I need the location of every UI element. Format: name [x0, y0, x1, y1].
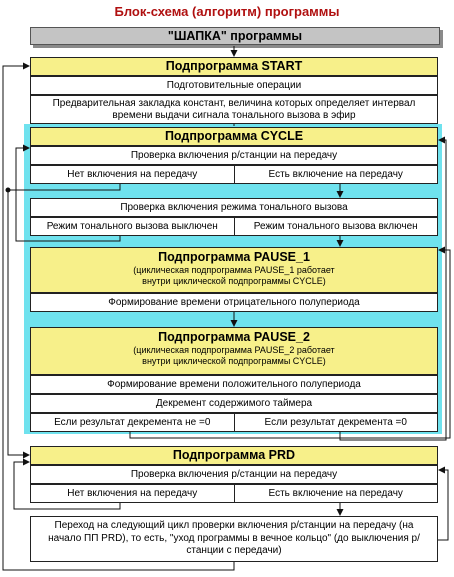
prd-yes-tx: Есть включение на передачу — [268, 488, 403, 499]
line-prd-no-loop — [14, 462, 120, 509]
cycle-yes-tx: Есть включение на передачу — [268, 169, 403, 180]
tone-mode-off: Режим тонального вызова выключен — [31, 218, 235, 235]
line-no-tx-loop — [8, 184, 120, 190]
line-decrement-zero-loop — [340, 140, 446, 440]
final-loop-block: Переход на следующий цикл проверки включения р/станции на передачу (на начало ПП PRD), то есть, "уход программы в вечное кольцо" (до выключения р/станции с передачи) — [30, 516, 438, 562]
start-constants: Предварительная закладка констант, величина которых определяет интервал времени выдачи сигнала тонального вызова в эфир — [30, 95, 438, 124]
start-block-title: Подпрограмма START — [30, 57, 438, 76]
program-header-block: "ШАПКА" программы — [30, 27, 440, 45]
decrement-zero: Если результат декремента =0 — [264, 417, 407, 428]
pause2-subtitle: (циклическая подпрограмма PAUSE_2 работает внутри циклической подпрограммы CYCLE) — [133, 345, 335, 366]
pause2-positive-halfperiod: Формирование времени положительного полупериода — [30, 375, 438, 394]
prd-tx-check: Проверка включения р/станции на передачу — [30, 465, 438, 484]
cycle-no-tx: Нет включения на передачу — [31, 166, 235, 183]
line-decrement-loop — [130, 250, 450, 438]
diagram-title: Блок-схема (алгоритм) программы — [114, 4, 340, 19]
line-tone-off-loop — [16, 148, 120, 241]
pause2-timer-decrement: Декремент содержимого таймера — [30, 394, 438, 413]
cycle-block-title: Подпрограмма CYCLE — [30, 127, 438, 146]
cycle-tx-check: Проверка включения р/станции на передачу — [30, 146, 438, 165]
pause1-negative-halfperiod: Формирование времени отрицательного полупериода — [30, 293, 438, 312]
prd-block-title: Подпрограмма PRD — [30, 446, 438, 465]
pause1-subtitle: (циклическая подпрограмма PAUSE_1 работает внутри циклической подпрограммы CYCLE) — [133, 265, 335, 286]
tone-mode-check: Проверка включения режима тонального вызова — [30, 198, 438, 217]
pause2-title: Подпрограмма PAUSE_2 — [158, 330, 310, 344]
line-to-prd — [8, 190, 29, 455]
pause1-title: Подпрограмма PAUSE_1 — [158, 250, 310, 264]
prd-no-tx: Нет включения на передачу — [31, 485, 235, 502]
start-prep-ops: Подготовительные операции — [30, 76, 438, 95]
decrement-not-zero: Если результат декремента не =0 — [31, 414, 235, 431]
line-final-loop — [438, 470, 448, 540]
line-outer-return — [3, 66, 234, 570]
tone-mode-on: Режим тонального вызова включен — [253, 221, 418, 232]
